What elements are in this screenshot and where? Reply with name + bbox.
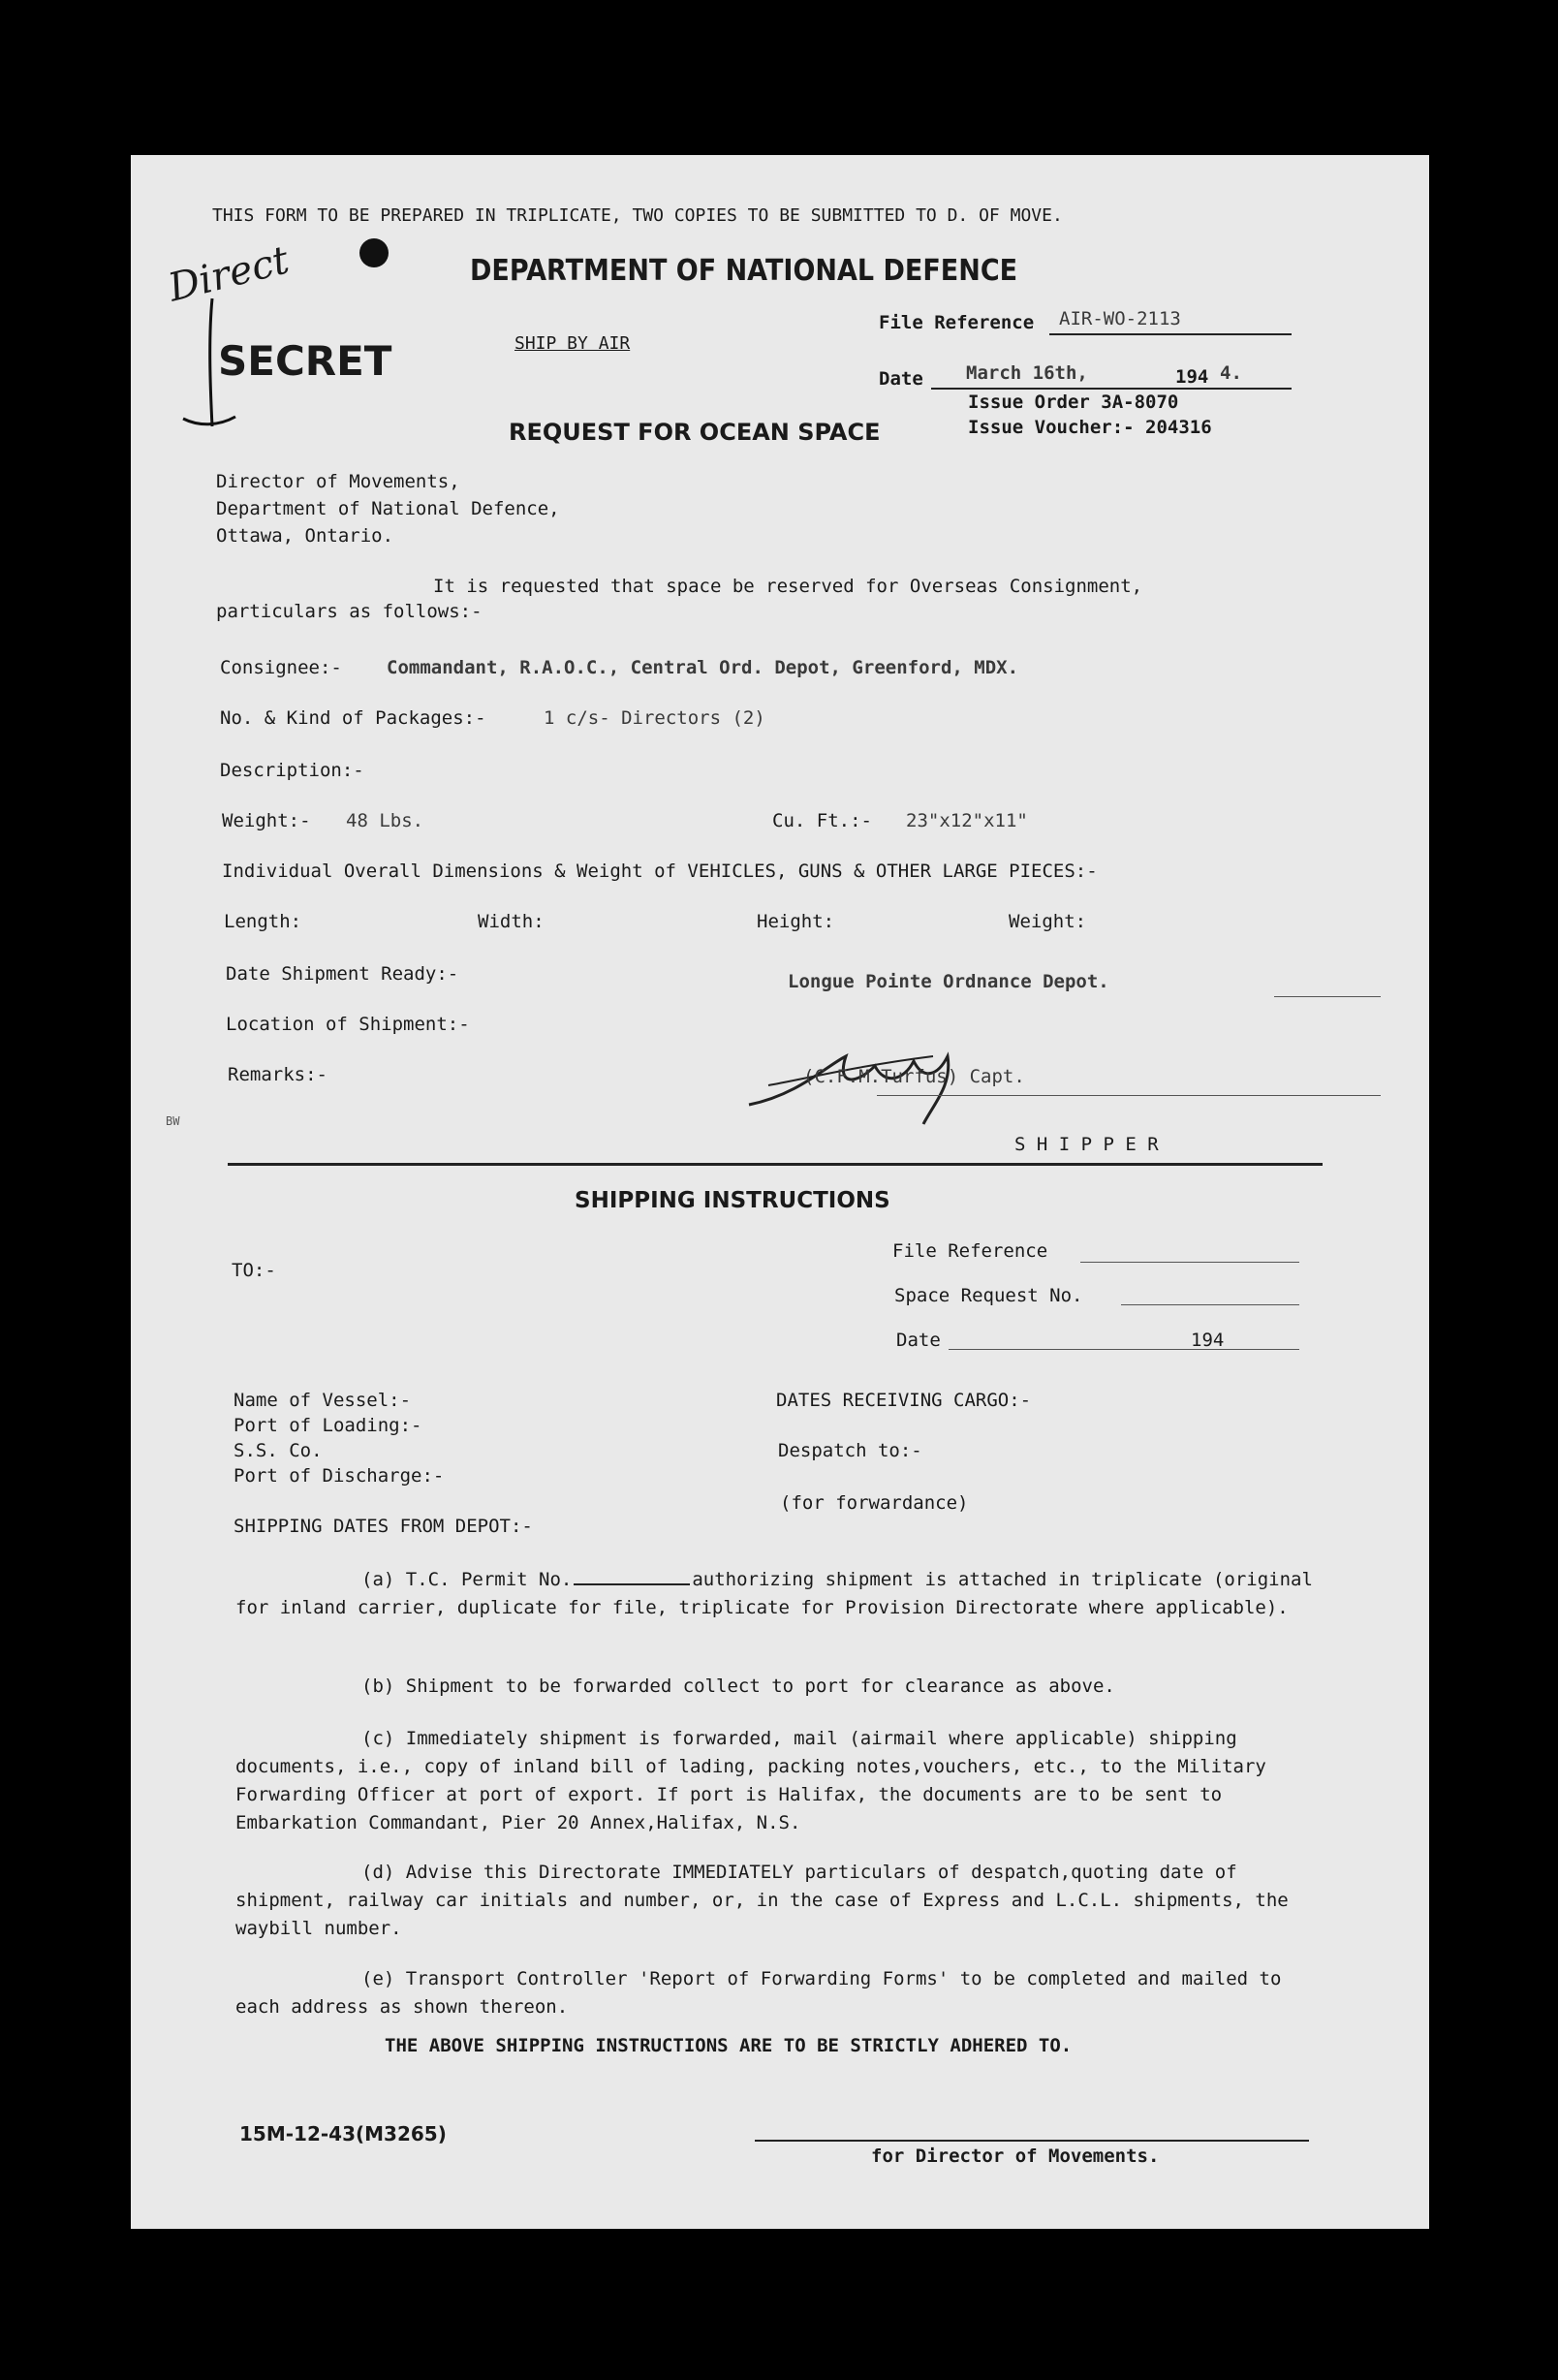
shipper-label: S H I P P E R — [1014, 1134, 1159, 1155]
request-intro-line-2: particulars as follows:- — [216, 601, 483, 622]
permit-number-blank — [574, 1583, 690, 1585]
dimensions-heading: Individual Overall Dimensions & Weight of VEHICLES, GUNS & OTHER LARGE PIECES:- — [222, 861, 1098, 882]
date-year-suffix: 4. — [1220, 362, 1242, 384]
weight-label: Weight:- — [222, 810, 311, 831]
width-label: Width: — [478, 911, 545, 932]
paragraph-c-text: (c) Immediately shipment is forwarded, mail (airmail where applicable) shipping documents, i.e., copy of inland bill of lading, packing notes,vouchers, etc., to the Military Forwarding Officer at port of export. If port is Halifax, the documents are to be sent to Embarkation Commandant, Pier 20 Annex,Halifax, N.S. — [235, 1728, 1266, 1833]
si-file-reference-line — [1080, 1262, 1299, 1263]
section-divider — [228, 1163, 1323, 1166]
consignee-value: Commandant, R.A.O.C., Central Ord. Depot, Greenford, MDX. — [387, 657, 1019, 678]
paragraph-e-text: (e) Transport Controller 'Report of Forwarding Forms' to be completed and mailed to each address as shown thereon. — [235, 1968, 1282, 2018]
location-label: Location of Shipment:- — [226, 1014, 470, 1035]
weight-value: 48 Lbs. — [346, 810, 424, 831]
vessel-label: Name of Vessel:- — [234, 1390, 412, 1411]
date-label: Date — [879, 368, 923, 390]
paragraph-c — [235, 1725, 1321, 1837]
paragraph-a-start: (a) T.C. Permit No. — [361, 1569, 573, 1590]
date-ready-label: Date Shipment Ready:- — [226, 963, 459, 985]
dimension-weight-label: Weight: — [1009, 911, 1087, 932]
space-request-label: Space Request No. — [894, 1285, 1083, 1306]
paragraph-a-rest: authorizing shipment is attached in triplicate (original for inland carrier, duplicate for file, triplicate for Provision Directorate where applicable). — [235, 1569, 1313, 1618]
height-label: Height: — [757, 911, 835, 932]
punch-hole — [359, 238, 389, 267]
location-value: Longue Pointe Ordnance Depot. — [788, 971, 1109, 992]
file-reference-value: AIR-WO-2113 — [1059, 308, 1181, 329]
signature-line — [877, 1095, 1381, 1096]
for-director-label: for Director of Movements. — [871, 2145, 1160, 2167]
issue-voucher: Issue Voucher:- 204316 — [968, 417, 1212, 438]
cubic-feet-label: Cu. Ft.:- — [772, 810, 872, 831]
triplicate-instruction: THIS FORM TO BE PREPARED IN TRIPLICATE, TWO COPIES TO BE SUBMITTED TO D. OF MOVE. — [212, 205, 1063, 226]
date-year-prefix: 194 — [1175, 366, 1209, 388]
addressee-line-2: Department of National Defence, — [216, 498, 560, 519]
paragraph-b-text: (b) Shipment to be forwarded collect to port for clearance as above. — [361, 1675, 1115, 1697]
port-discharge-label: Port of Discharge:- — [234, 1465, 445, 1487]
forwardance-label: (for forwardance) — [780, 1492, 969, 1514]
margin-mark: BW — [166, 1114, 180, 1128]
form-title: REQUEST FOR OCEAN SPACE — [509, 419, 881, 446]
cubic-feet-value: 23"x12"x11" — [906, 810, 1028, 831]
remarks-label: Remarks:- — [228, 1064, 327, 1085]
packages-label: No. & Kind of Packages:- — [220, 707, 486, 729]
ss-co-label: S.S. Co. — [234, 1440, 323, 1461]
shipping-instructions-heading: SHIPPING INSTRUCTIONS — [575, 1188, 890, 1213]
request-intro-line-1: It is requested that space be reserved for Overseas Consignment, — [433, 576, 1143, 597]
packages-value: 1 c/s- Directors (2) — [544, 707, 765, 729]
paragraph-d-text: (d) Advise this Directorate IMMEDIATELY particulars of despatch,quoting date of shipment, railway car initials and number, or, in the case of Express and L.C.L. shipments, the waybill number. — [235, 1862, 1289, 1939]
date-value: March 16th, — [966, 362, 1088, 384]
closing-statement: THE ABOVE SHIPPING INSTRUCTIONS ARE TO BE STRICTLY ADHERED TO. — [385, 2035, 1073, 2056]
addressee-line-3: Ottawa, Ontario. — [216, 525, 394, 547]
consignee-label: Consignee:- — [220, 657, 342, 678]
paragraph-a — [235, 1566, 1321, 1622]
file-reference-label: File Reference — [879, 312, 1035, 333]
department-title: DEPARTMENT OF NATIONAL DEFENCE — [470, 254, 1018, 288]
si-file-reference-label: File Reference — [892, 1240, 1048, 1262]
length-label: Length: — [224, 911, 302, 932]
paragraph-e — [235, 1965, 1321, 2021]
dates-receiving-label: DATES RECEIVING CARGO:- — [776, 1390, 1032, 1411]
handwritten-note: Direct — [164, 237, 294, 311]
issue-order: Issue Order 3A-8070 — [968, 391, 1179, 413]
shipping-dates-label: SHIPPING DATES FROM DEPOT:- — [234, 1516, 533, 1537]
location-extension-line — [1274, 996, 1381, 997]
form-page — [131, 155, 1429, 2229]
description-label: Description:- — [220, 760, 364, 781]
si-date-line — [949, 1349, 1299, 1350]
paragraph-b — [235, 1673, 1321, 1701]
date-line — [931, 388, 1292, 390]
despatch-label: Despatch to:- — [778, 1440, 922, 1461]
addressee-line-1: Director of Movements, — [216, 471, 460, 492]
paragraph-d — [235, 1859, 1321, 1943]
file-reference-line — [1049, 333, 1292, 335]
shipper-signer: (C.F.M.Turfus) Capt. — [803, 1066, 1025, 1087]
si-date-label: Date — [896, 1330, 941, 1351]
space-request-line — [1121, 1304, 1299, 1305]
port-loading-label: Port of Loading:- — [234, 1415, 422, 1436]
form-number: 15M-12-43(M3265) — [239, 2122, 447, 2145]
director-signature-line — [755, 2140, 1309, 2142]
si-date-year: 194 — [1191, 1330, 1225, 1351]
to-label: TO:- — [232, 1260, 276, 1281]
secret-classification: SECRET — [218, 337, 392, 385]
ship-by-air-stamp: SHIP BY AIR — [514, 333, 631, 354]
